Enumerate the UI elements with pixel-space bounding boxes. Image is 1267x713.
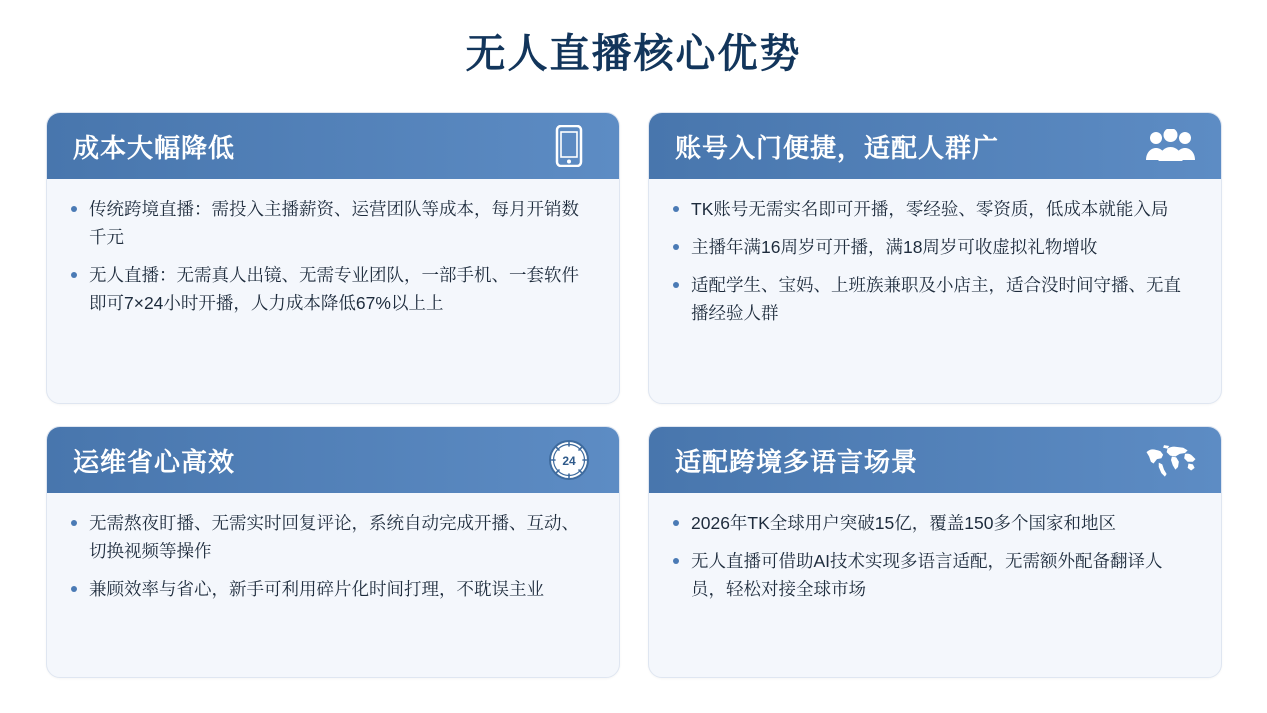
card-body <box>47 179 619 403</box>
card-title: 适配跨境多语言场景 <box>675 446 919 477</box>
card-title: 运维省心高效 <box>73 446 236 477</box>
bullet-list <box>671 195 1197 327</box>
card-body <box>649 493 1221 677</box>
card-title: 账号入门便捷，适配人群广 <box>675 132 1000 163</box>
list-item: 无需熬夜盯播、无需实时回复评论，系统自动完成开播、互动、切换视频等操作 <box>69 509 595 565</box>
list-item: 主播年满16周岁可开播，满18周岁可收虚拟礼物增收 <box>671 233 1197 261</box>
card-cost-reduction <box>46 112 620 404</box>
smartphone-icon <box>541 122 597 170</box>
list-item: 兼顾效率与省心，新手可利用碎片化时间打理，不耽误主业 <box>69 575 595 603</box>
bullet-list <box>671 509 1197 603</box>
list-item: 适配学生、宝妈、上班族兼职及小店主，适合没时间守播、无直播经验人群 <box>671 271 1197 327</box>
clock-24-icon <box>541 436 597 484</box>
card-header <box>649 113 1221 179</box>
world-map-icon <box>1143 436 1199 484</box>
card-body <box>47 493 619 677</box>
card-header <box>649 427 1221 493</box>
card-header <box>47 427 619 493</box>
list-item: 无人直播：无需真人出镜、无需专业团队，一部手机、一套软件即可7×24小时开播，人力成本降低67%以上上 <box>69 261 595 317</box>
list-item: 传统跨境直播：需投入主播薪资、运营团队等成本，每月开销数千元 <box>69 195 595 251</box>
list-item: 无人直播可借助AI技术实现多语言适配，无需额外配备翻译人员，轻松对接全球市场 <box>671 547 1197 603</box>
card-account-easy <box>648 112 1222 404</box>
svg-text:24: 24 <box>562 454 576 468</box>
cards-grid <box>46 112 1222 700</box>
card-ops-efficient <box>46 426 620 678</box>
card-multilingual <box>648 426 1222 678</box>
bullet-list <box>69 509 595 603</box>
list-item: TK账号无需实名即可开播，零经验、零资质，低成本就能入局 <box>671 195 1197 223</box>
list-item: 2026年TK全球用户突破15亿，覆盖150多个国家和地区 <box>671 509 1197 537</box>
bullet-list <box>69 195 595 317</box>
card-title: 成本大幅降低 <box>73 132 236 163</box>
card-header <box>47 113 619 179</box>
page-title: 无人直播核心优势 <box>465 32 802 76</box>
people-group-icon <box>1143 122 1199 170</box>
card-body <box>649 179 1221 403</box>
